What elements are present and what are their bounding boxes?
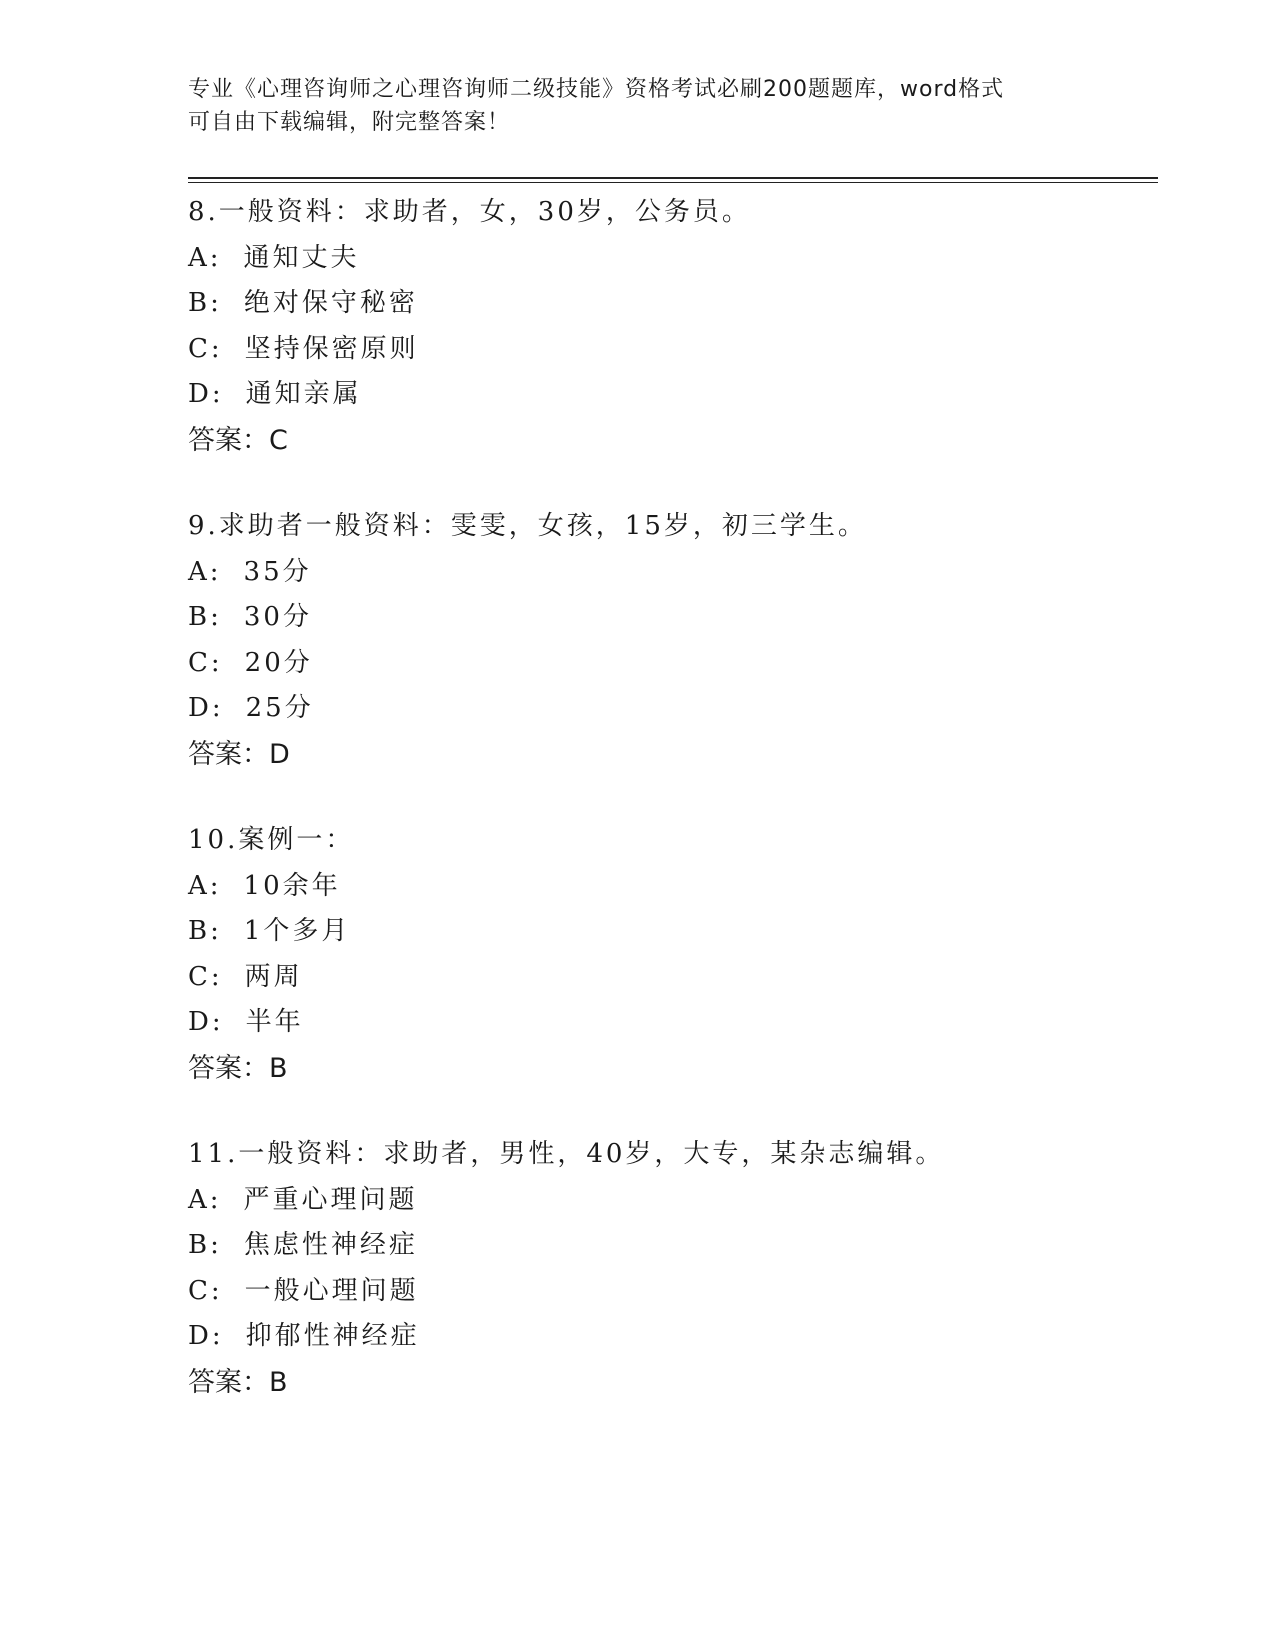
option-b [188, 1223, 1168, 1269]
option-a [188, 236, 1168, 282]
option-text: 绝对保守秘密 [243, 288, 418, 318]
question-9 [188, 504, 1168, 777]
option-text: 10余年 [243, 870, 341, 901]
header-line-2: 可自由下载编辑，附完整答案！ [188, 110, 511, 135]
header-line-1: 专业《心理咨询师之心理咨询师二级技能》资格考试必刷200题题库，word格式 [188, 77, 1005, 102]
option-letter: A: [188, 870, 222, 901]
option-b [188, 595, 1168, 641]
option-text: 1个多月 [243, 916, 351, 946]
option-letter: A: [188, 556, 222, 587]
question-8 [188, 190, 1168, 463]
option-letter: B: [188, 1230, 222, 1260]
question-stem: 8.一般资料：求助者，女，30岁，公务员。 [188, 197, 751, 227]
option-letter: D: [188, 1007, 224, 1037]
option-text: 坚持保密原则 [244, 333, 419, 364]
option-letter: A: [188, 1184, 222, 1215]
option-d [188, 1000, 1168, 1046]
option-d [188, 686, 1168, 732]
question-stem: 9.求助者一般资料：雯雯，女孩，15岁，初三学生。 [188, 511, 867, 541]
option-b [188, 281, 1168, 327]
option-letter: A: [188, 242, 222, 273]
header-divider-thick [188, 177, 1158, 179]
option-text: 30分 [243, 602, 312, 632]
option-letter: B: [188, 602, 222, 632]
option-letter: B: [188, 916, 222, 946]
header-divider-thin [188, 182, 1158, 183]
option-d [188, 1314, 1168, 1360]
option-letter: B: [188, 288, 222, 318]
option-text: 严重心理问题 [243, 1184, 418, 1215]
option-text: 抑郁性神经症 [245, 1321, 420, 1351]
option-a [188, 550, 1168, 596]
question-list [188, 190, 1168, 1446]
option-letter: C: [188, 961, 223, 992]
question-11 [188, 1132, 1168, 1405]
question-stem: 10.案例一： [188, 825, 355, 855]
option-text: 两周 [244, 961, 303, 992]
option-c [188, 641, 1168, 687]
option-text: 25分 [245, 693, 314, 723]
option-c [188, 327, 1168, 373]
answer-line: 答案：B [188, 1366, 288, 1398]
option-a [188, 864, 1168, 910]
answer-line: 答案：D [188, 738, 290, 770]
option-letter: D: [188, 379, 224, 409]
option-text: 焦虑性神经症 [243, 1230, 418, 1260]
option-a [188, 1178, 1168, 1224]
option-text: 35分 [243, 556, 312, 587]
option-d [188, 372, 1168, 418]
answer-line: 答案：B [188, 1052, 288, 1084]
option-text: 20分 [244, 647, 313, 678]
option-text: 一般心理问题 [244, 1275, 419, 1306]
question-stem: 11.一般资料：求助者，男性，40岁，大专，某杂志编辑。 [188, 1139, 945, 1169]
option-letter: D: [188, 693, 224, 723]
option-letter: C: [188, 647, 223, 678]
option-b [188, 909, 1168, 955]
option-letter: C: [188, 1275, 223, 1306]
question-10 [188, 818, 1168, 1091]
option-c [188, 955, 1168, 1001]
option-text: 通知亲属 [245, 379, 362, 409]
option-c [188, 1269, 1168, 1315]
option-text: 通知丈夫 [243, 242, 360, 273]
document-header [188, 73, 1088, 139]
option-letter: D: [188, 1321, 224, 1351]
option-text: 半年 [245, 1007, 304, 1037]
option-letter: C: [188, 333, 223, 364]
answer-line: 答案：C [188, 424, 288, 456]
